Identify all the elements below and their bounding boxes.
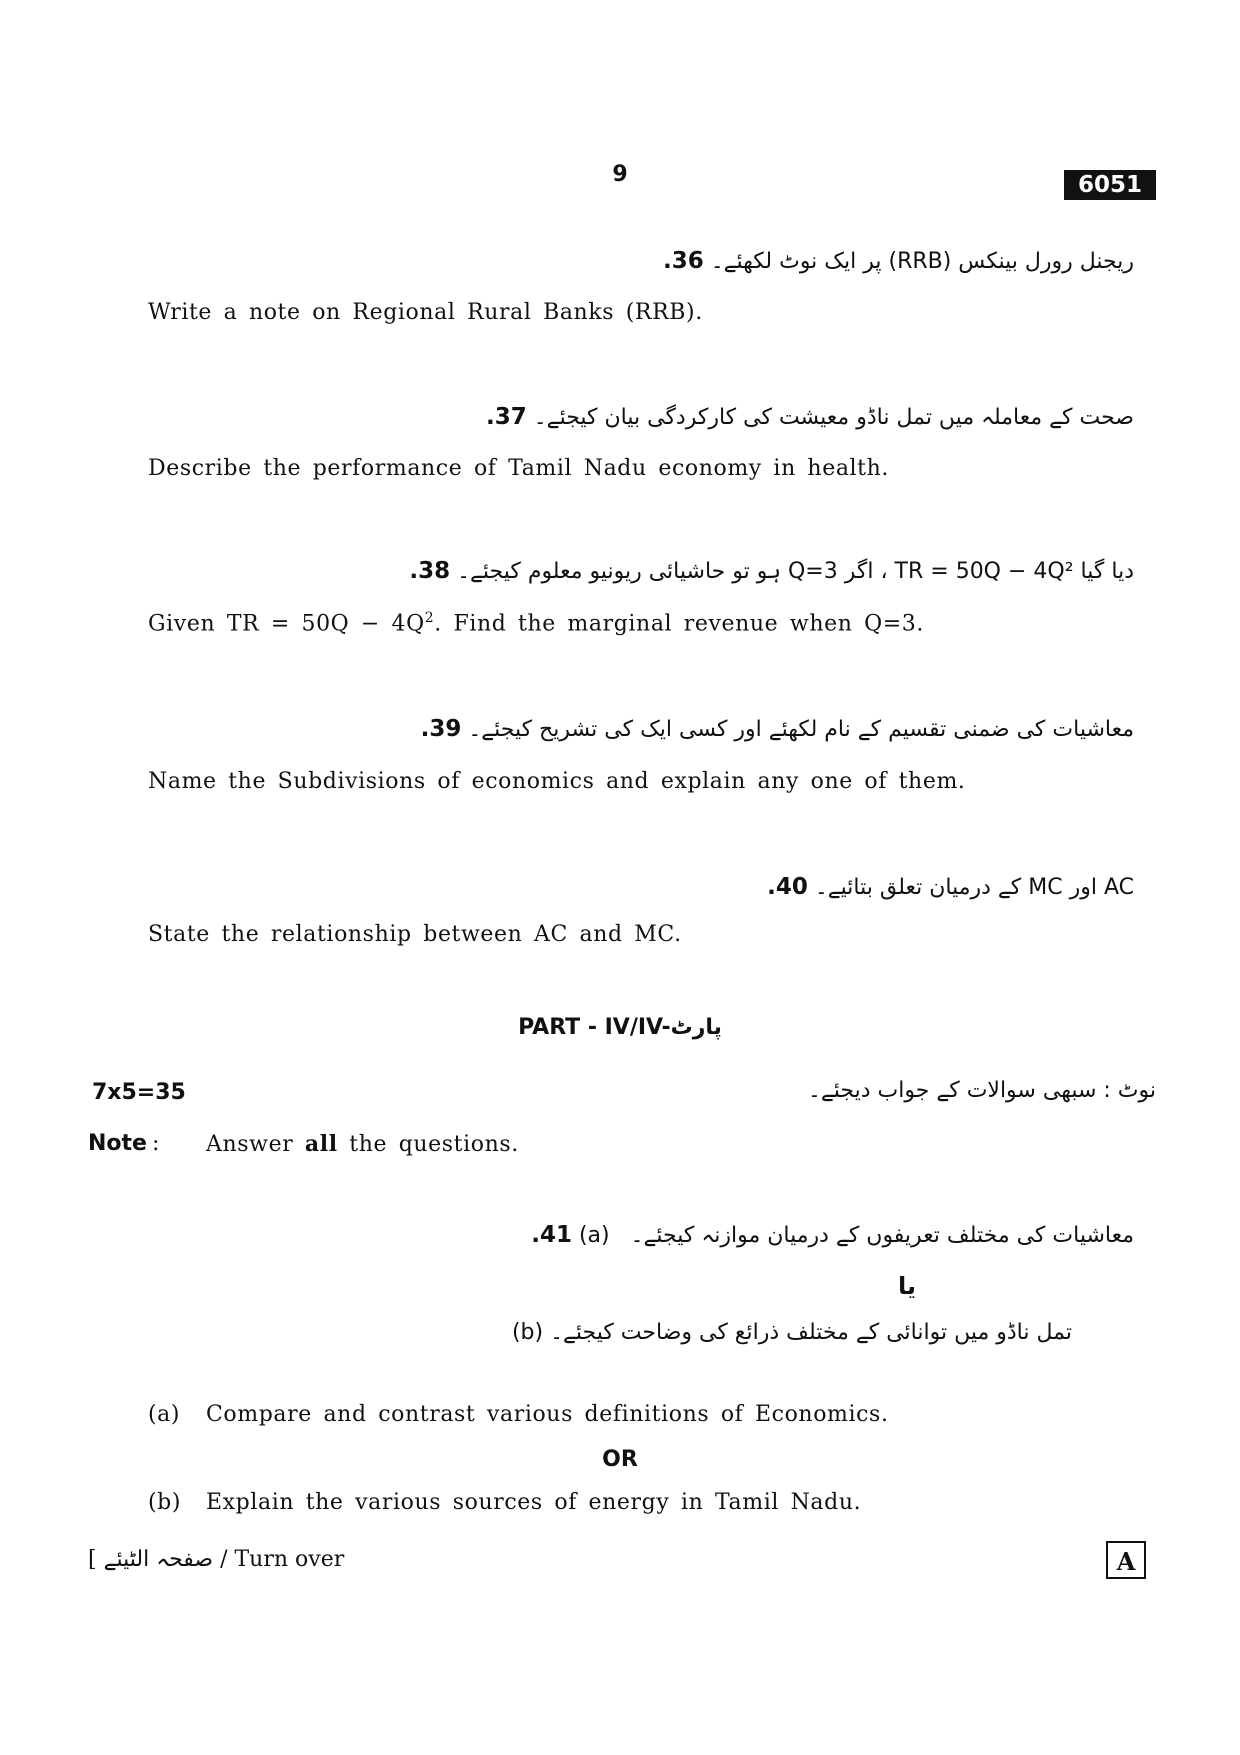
question-41-b-english: Explain the various sources of energy in Tamil Nadu. <box>206 1490 862 1515</box>
question-40-urdu <box>767 874 1156 900</box>
question-41-b-urdu <box>512 1320 1094 1345</box>
question-set-box: A <box>1106 1541 1146 1579</box>
question-40-english: State the relationship between AC and MC. <box>148 922 682 947</box>
urdu-text: ریجنل رورل بینکس (RRB) پر ایک نوٹ لکھئے۔ <box>710 249 1134 274</box>
question-37-english: Describe the performance of Tamil Nadu economy in health. <box>148 456 889 481</box>
question-38-english <box>148 610 924 636</box>
note-text-end: the questions. <box>337 1132 519 1157</box>
page-number: 9 <box>612 162 628 187</box>
english-text-end: . Find the marginal revenue when Q=3. <box>434 611 924 637</box>
question-number: .37 <box>486 404 527 430</box>
question-39-english: Name the Subdivisions of economics and explain any one of them. <box>148 769 966 794</box>
paper-code-badge: 6051 <box>1064 170 1156 200</box>
note-text <box>206 1131 519 1157</box>
english-text-start: Given TR = 50Q − 4Q <box>148 611 425 637</box>
or-urdu: یا <box>898 1272 917 1300</box>
note-label: Note <box>88 1131 147 1156</box>
question-36-urdu <box>663 248 1156 274</box>
question-number: .40 <box>767 874 808 900</box>
urdu-text: دیا گیا TR = 50Q − 4Q² ، اگر Q=3 ہو تو حاشیائی ریونیو معلوم کیجئے۔ <box>457 559 1134 584</box>
note-colon: : <box>152 1131 160 1156</box>
urdu-text: معاشیات کی ضمنی تقسیم کے نام لکھئے اور کسی ایک کی تشریح کیجئے۔ <box>468 717 1134 742</box>
note-urdu: نوٹ : سبھی سوالات کے جواب دیجئے۔ <box>808 1078 1156 1103</box>
question-number: .41 <box>531 1222 572 1248</box>
urdu-text: معاشیات کی مختلف تعریفوں کے درمیان موازنہ کیجئے۔ <box>630 1223 1134 1248</box>
question-number: .38 <box>409 558 451 584</box>
superscript: 2 <box>424 610 435 626</box>
question-number: .39 <box>420 716 462 742</box>
turn-over-note: [ صفحہ الٹیئے / Turn over <box>88 1547 345 1572</box>
option-a-label-english: (a) <box>148 1402 181 1427</box>
or-english: OR <box>602 1447 638 1472</box>
question-41-a-urdu <box>531 1222 1156 1248</box>
marks-scheme: 7x5=35 <box>92 1080 186 1105</box>
question-37-urdu <box>486 404 1156 430</box>
note-text-start: Answer <box>206 1132 305 1157</box>
question-41-a-english: Compare and contrast various definitions of Economics. <box>206 1402 889 1427</box>
option-b-label: (b) <box>511 1320 544 1345</box>
question-38-urdu <box>409 558 1156 584</box>
urdu-text: تمل ناڈو میں توانائی کے مختلف ذرائع کی وضاحت کیجئے۔ <box>550 1320 1072 1345</box>
urdu-text: AC اور MC کے درمیان تعلق بتائیے۔ <box>814 875 1134 900</box>
question-39-urdu <box>421 716 1156 742</box>
question-number: .36 <box>662 248 704 274</box>
urdu-text: صحت کے معاملہ میں تمل ناڈو معیشت کی کارکردگی بیان کیجئے۔ <box>533 405 1134 430</box>
option-b-label-english: (b) <box>148 1490 182 1515</box>
option-a-label: (a) <box>578 1223 610 1248</box>
note-emphasis: all <box>304 1131 338 1157</box>
part-heading: PART - IV/IV-پارٹ <box>518 1015 722 1040</box>
question-36-english: Write a note on Regional Rural Banks (RRB). <box>148 300 703 325</box>
